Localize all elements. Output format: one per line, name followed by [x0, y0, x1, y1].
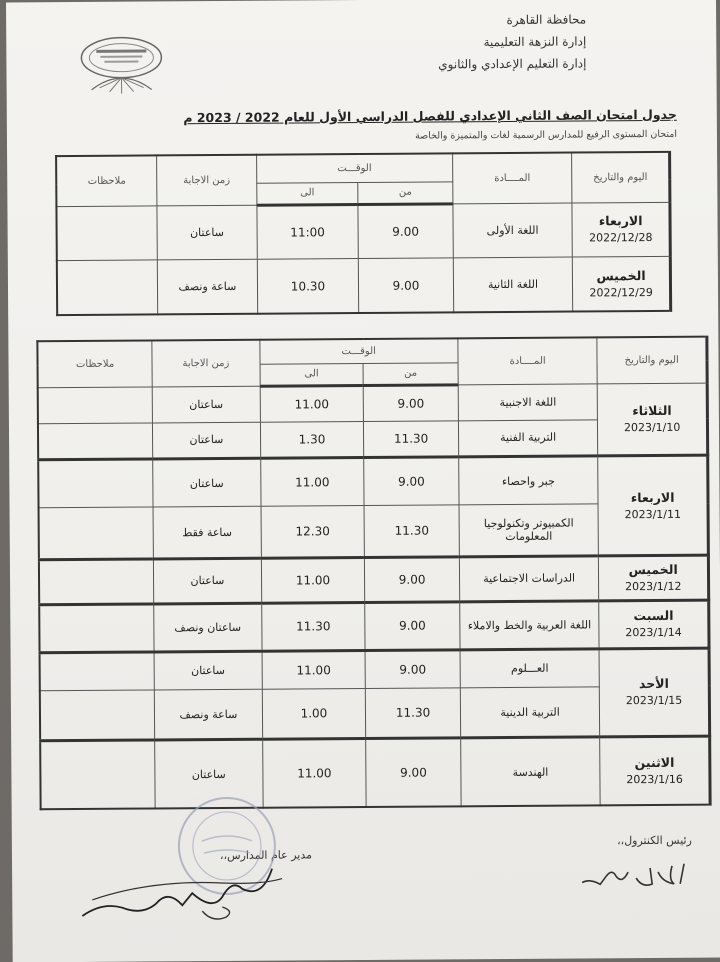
table-row [40, 736, 710, 809]
notes-cell [39, 507, 154, 560]
exam-date: 2022/12/29 [575, 283, 667, 301]
time-from-cell: 9.00 [366, 738, 461, 807]
notes-cell [57, 260, 158, 315]
notes-cell [40, 690, 155, 741]
control-head-label: رئيس الكنترول،، [617, 834, 692, 848]
day-name: الاثنين [603, 754, 707, 772]
col-header-duration: زمن الاجابة [152, 340, 260, 387]
col-header-notes: ملاحظات [56, 155, 157, 206]
control-head-signature-icon [572, 854, 692, 895]
subject-cell: الدراسات الاجتماعية [459, 556, 599, 601]
notes-cell [40, 740, 155, 809]
duration-cell: ساعتان [153, 422, 261, 459]
schedule-table-main [36, 336, 711, 811]
document-title: جدول امتحان الصف الثاني الإعدادي للفصل الدراسي الأول للعام 2022 / 2023 م [37, 107, 677, 126]
time-from-cell: 9.00 [359, 258, 454, 313]
exam-date: 2023/1/16 [603, 771, 707, 789]
duration-cell: ساعتان [154, 651, 262, 690]
exam-schedule-page [6, 0, 720, 962]
time-from-cell: 9.00 [365, 601, 460, 650]
header-department: إدارة التعليم الإعدادي والثانوي [226, 54, 586, 79]
table-row [38, 455, 708, 508]
time-to-cell: 11.00 [261, 558, 365, 603]
time-from-cell: 9.00 [365, 650, 460, 689]
subject-cell: الهندسة [461, 737, 601, 806]
notes-cell [39, 604, 154, 653]
duration-cell: ساعتان ونصف [154, 603, 262, 652]
exam-date: 2023/1/12 [601, 578, 705, 596]
schools-director-label: مدير عام المدارس،، [220, 848, 312, 862]
col-header-subject: المــــادة [452, 153, 572, 204]
document-header [226, 10, 586, 79]
col-header-to: الى [260, 363, 364, 386]
subject-cell: العـــلوم [460, 649, 600, 688]
day-date-cell [598, 455, 708, 556]
schedule-table-languages [55, 151, 672, 316]
notes-cell [38, 423, 153, 460]
document-subtitle: امتحان المستوى الرفيع للمدارس الرسمية لغات والمتميزة والخاصة [37, 129, 677, 144]
day-name: الخميس [601, 561, 705, 579]
time-to-cell: 12.30 [261, 506, 365, 559]
time-to-cell: 1.30 [260, 421, 364, 458]
day-name: السبت [602, 607, 706, 625]
exam-date: 2023/1/14 [602, 624, 706, 642]
col-header-time: الوقـــت [260, 338, 458, 363]
duration-cell: ساعة ونصف [154, 689, 262, 740]
day-name: الاربعاء [575, 212, 667, 230]
day-date-cell [599, 600, 709, 649]
subject-cell: التربية الفنية [458, 420, 598, 457]
notes-cell [56, 206, 157, 261]
time-from-cell: 11.30 [364, 421, 459, 458]
subject-cell: جبر واحصاء [459, 456, 599, 505]
notes-cell [38, 459, 153, 508]
time-to-cell: 11:00 [257, 204, 359, 259]
time-to-cell: 10.30 [257, 259, 359, 314]
duration-cell: ساعتان [155, 739, 263, 808]
director-signature-icon [72, 859, 292, 931]
day-name: الخميس [575, 266, 667, 284]
header-administration: إدارة النزهة التعليمية [226, 32, 586, 57]
time-to-cell: 11.30 [261, 602, 365, 651]
day-date-cell [573, 256, 671, 311]
time-from-cell: 9.00 [363, 385, 458, 422]
duration-cell: ساعة فقط [153, 506, 261, 559]
table-row [57, 256, 671, 315]
col-header-notes: ملاحظات [37, 340, 152, 387]
time-from-cell: 9.00 [365, 557, 460, 602]
table-row [39, 555, 709, 604]
exam-date: 2023/1/10 [600, 418, 704, 436]
notes-cell [39, 559, 154, 604]
time-to-cell: 11.00 [260, 457, 364, 506]
table-row [38, 383, 708, 424]
exam-date: 2022/12/28 [575, 229, 667, 247]
subject-cell: اللغة الثانية [453, 257, 573, 312]
time-to-cell: 11.00 [262, 650, 366, 689]
time-to-cell: 1.00 [262, 688, 366, 739]
subject-cell: الكمبيوتر وتكنولوجيا المعلومات [459, 504, 599, 557]
notes-cell [38, 387, 153, 424]
time-from-cell: 9.00 [364, 457, 459, 506]
col-header-from: من [358, 182, 453, 205]
day-name: الثلاثاء [600, 401, 704, 419]
subject-cell: التربية الدينية [460, 687, 600, 738]
duration-cell: ساعتان [152, 386, 260, 423]
time-to-cell: 11.00 [262, 739, 366, 808]
time-from-cell: 11.30 [366, 688, 461, 739]
duration-cell: ساعة ونصف [157, 259, 257, 314]
duration-cell: ساعتان [157, 205, 257, 260]
header-governorate: محافظة القاهرة [226, 10, 586, 35]
exam-date: 2023/1/15 [602, 692, 706, 710]
col-header-day: اليوم والتاريخ [597, 337, 707, 384]
day-name: الاربعاء [601, 488, 705, 506]
col-header-from: من [363, 362, 458, 385]
col-header-time: الوقـــت [256, 153, 452, 183]
day-name: الأحد [602, 675, 706, 693]
subject-cell: اللغة العربية والخط والاملاء [460, 600, 600, 649]
administration-logo-icon [76, 31, 166, 102]
duration-cell: ساعتان [153, 559, 261, 604]
col-header-to: الى [256, 182, 358, 205]
subject-cell: اللغة الاجنبية [458, 384, 598, 421]
col-header-duration: زمن الاجابة [157, 155, 257, 206]
day-date-cell [599, 648, 709, 737]
col-header-subject: المــــادة [458, 337, 598, 384]
day-date-cell [572, 202, 670, 257]
time-from-cell: 9.00 [358, 204, 453, 259]
notes-cell [40, 652, 155, 691]
duration-cell: ساعتان [153, 458, 261, 507]
col-header-day: اليوم والتاريخ [572, 152, 670, 203]
day-date-cell [597, 383, 707, 456]
day-date-cell [599, 555, 709, 600]
table-row [40, 648, 710, 691]
table-row [39, 600, 709, 653]
time-to-cell: 11.00 [260, 385, 364, 422]
table-row [56, 202, 670, 261]
time-from-cell: 11.30 [364, 505, 459, 558]
exam-date: 2023/1/11 [601, 505, 705, 523]
subject-cell: اللغة الأولى [453, 203, 573, 258]
day-date-cell [600, 736, 710, 805]
